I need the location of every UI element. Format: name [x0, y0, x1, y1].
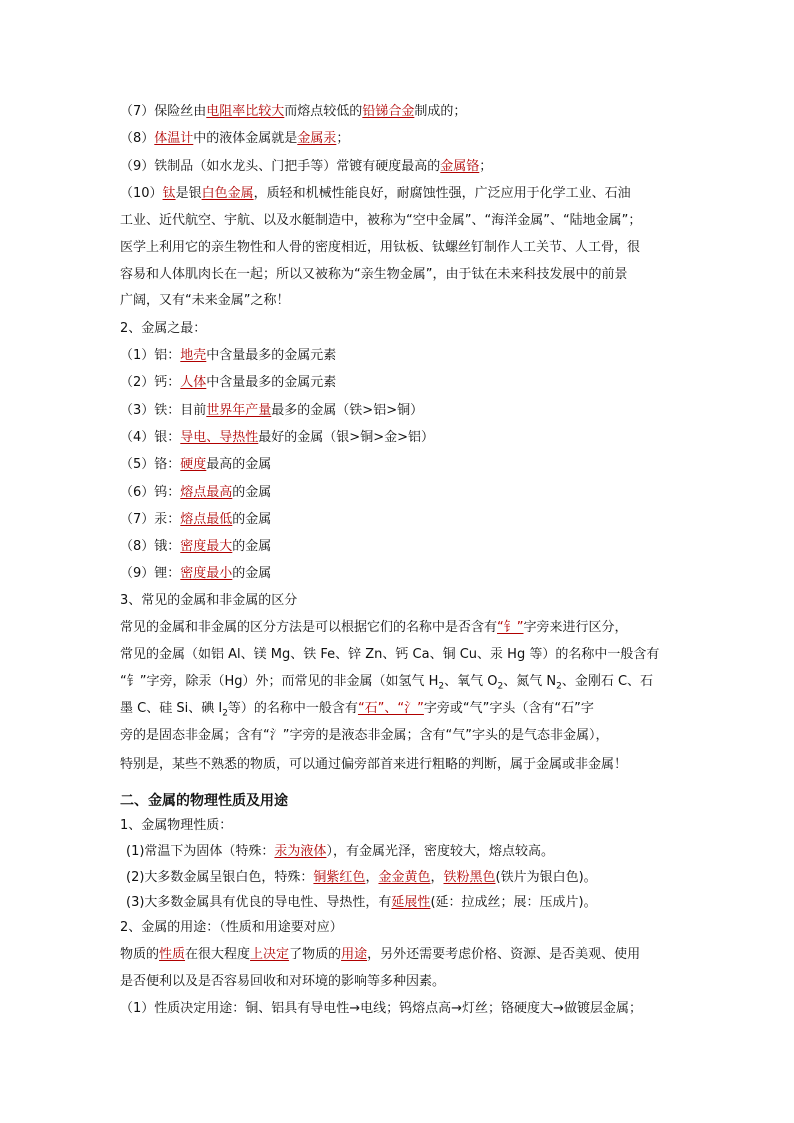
text-segment: 是银	[175, 186, 202, 201]
text-segment: （10）	[120, 186, 163, 201]
text-segment: （1）性质决定用途：铜、铝具有导电性→电线；钨熔点高→灯丝；铬硬度大→做镀层金属；	[120, 1001, 642, 1016]
text-line	[126, 843, 554, 861]
text-segment: 常见的金属和非金属的区分方法是可以根据它们的名称中是否含有	[120, 620, 498, 635]
text-line	[120, 292, 289, 310]
text-segment: (1)常温下为固体（特殊：	[126, 844, 275, 859]
highlighted-term: 铜紫红色	[313, 870, 366, 885]
subscript: 2	[497, 681, 504, 692]
text-segment: 的金属	[232, 512, 272, 527]
text-line	[120, 347, 336, 365]
text-line	[120, 973, 445, 991]
text-line	[120, 456, 271, 474]
text-segment: ，质轻和机械性能良好，耐腐蚀性强，广泛应用于化学工业、石油	[253, 186, 631, 201]
text-line	[120, 266, 627, 284]
text-segment: （9）锂：	[120, 566, 181, 581]
text-segment: （3）铁：目前	[120, 403, 207, 418]
text-line	[120, 646, 659, 664]
text-segment: 、氧气 O	[444, 674, 498, 689]
text-segment: (延：拉成丝；展：压成片)。	[430, 895, 597, 910]
text-segment: 容易和人体肌肉长在一起；所以又被称为“亲生物金属”，由于钛在未来科技发展中的前景	[120, 267, 628, 282]
text-line	[120, 919, 343, 937]
highlighted-term: 密度最小	[180, 566, 233, 581]
text-line	[120, 103, 466, 121]
text-line	[120, 538, 271, 556]
highlighted-term: 用途	[341, 947, 368, 962]
text-line	[120, 817, 232, 835]
text-line	[120, 130, 349, 148]
highlighted-term: 熔点最高	[180, 485, 233, 500]
subscript: 2	[222, 708, 228, 719]
text-line	[120, 402, 423, 420]
text-segment: (铁片为银白色)。	[495, 870, 597, 885]
highlighted-term: 铅锑合金	[362, 104, 415, 119]
text-line	[126, 869, 597, 887]
text-segment: 最多的金属（铁>铝>铜）	[271, 403, 424, 418]
highlighted-term: 铁粉黑色	[443, 870, 496, 885]
text-segment: 的金属	[232, 566, 272, 581]
text-segment: “钅”字旁，除汞（Hg）外；而常见的非金属（如氢气 H	[120, 674, 439, 689]
highlighted-term: 导电、导热性	[180, 430, 259, 445]
highlighted-term: 延展性	[391, 895, 431, 910]
text-segment: 字旁或“气”字头（含有“石”字	[423, 701, 594, 716]
text-segment: 特别是，某些不熟悉的物质，可以通过偏旁部首来进行粗略的判断，属于金属或非金属！	[120, 757, 628, 772]
text-segment: 3、常见的金属和非金属的区分	[120, 593, 298, 608]
highlighted-term: 钛	[162, 186, 176, 201]
text-line	[120, 185, 631, 203]
text-segment: 等）的名称中一般含有	[227, 701, 358, 716]
highlighted-term: 地壳	[180, 348, 207, 363]
text-line	[120, 320, 206, 338]
text-segment: 是否便利以及是否容易回收和对环境的影响等多种因素。	[120, 974, 446, 989]
text-segment: ，另外还需要考虑价格、资源、是否美观、使用	[367, 947, 641, 962]
text-segment: (3)大多数金属具有优良的导电性、导热性，有	[126, 895, 392, 910]
text-segment: （4）银：	[120, 430, 181, 445]
highlighted-term: 熔点最低	[180, 512, 233, 527]
text-segment: （5）铬：	[120, 457, 181, 472]
text-segment: ，	[365, 870, 379, 885]
text-segment: 、金刚石 C、石	[561, 674, 654, 689]
highlighted-term: 电阻率比较大	[206, 104, 285, 119]
highlighted-term: 密度最大	[180, 539, 233, 554]
text-line	[126, 894, 597, 912]
text-segment: （1）铝：	[120, 348, 181, 363]
text-segment: 医学上利用它的亲生物性和人骨的密度相近，用钛板、钛螺丝钉制作人工关节、人工骨，很	[120, 240, 641, 255]
text-segment: 旁的是固态非金属；含有“氵”字旁的是液态非金属；含有“气”字头的是气态非金属），	[120, 728, 609, 743]
text-segment: 、氮气 N	[503, 674, 557, 689]
text-segment: (2)大多数金属呈银白色，特殊：	[126, 870, 314, 885]
text-segment: （2）钙：	[120, 375, 181, 390]
text-line	[120, 158, 492, 176]
highlighted-term: 人体	[180, 375, 207, 390]
text-line	[120, 429, 434, 447]
text-segment: 常见的金属（如铝 Al、镁 Mg、铁 Fe、锌 Zn、钙 Ca、铜 Cu、汞 Hg 等）的名称中一般含有	[120, 647, 660, 662]
text-segment: ；	[479, 159, 493, 174]
text-segment: 的金属	[232, 539, 272, 554]
text-line	[120, 756, 627, 774]
text-segment: 物质的	[120, 947, 160, 962]
highlighted-term: 性质	[159, 947, 186, 962]
highlighted-term: 体温计	[154, 131, 194, 146]
highlighted-term: 上决定	[250, 947, 290, 962]
text-line	[120, 212, 641, 230]
text-segment: ；	[336, 131, 350, 146]
text-segment: 最好的金属（银>铜>金>铝）	[258, 430, 434, 445]
section-heading	[120, 792, 288, 810]
text-segment: 工业、近代航空、宇航、以及水艇制造中，被称为“空中金属”、“海洋金属”、“陆地金属”；	[120, 213, 642, 228]
highlighted-term: “钅”	[497, 620, 524, 635]
text-segment: 字旁来进行区分，	[523, 620, 628, 635]
text-segment: 最高的金属	[206, 457, 272, 472]
text-segment: （7）汞：	[120, 512, 181, 527]
text-segment: 2、金属之最：	[120, 321, 207, 336]
text-segment: （8）	[120, 131, 155, 146]
text-line	[120, 1000, 642, 1018]
text-segment: 了物质的	[289, 947, 342, 962]
text-line	[120, 484, 271, 502]
text-segment: 1、金属物理性质：	[120, 818, 233, 833]
text-segment: 制成的；	[414, 104, 467, 119]
text-segment: ），有金属光泽，密度较大，熔点较高。	[326, 844, 554, 859]
subscript: 2	[556, 681, 562, 692]
highlighted-term: 金属铬	[440, 159, 480, 174]
text-line	[120, 700, 594, 718]
highlighted-term: 金金黄色	[378, 870, 431, 885]
text-line	[120, 619, 628, 637]
text-line	[120, 511, 271, 529]
highlighted-term: 硬度	[180, 457, 207, 472]
text-line	[120, 673, 653, 691]
text-line	[120, 946, 640, 964]
text-segment: ，	[430, 870, 444, 885]
text-segment: 的金属	[232, 485, 272, 500]
text-line	[120, 592, 297, 610]
text-segment: （8）锇：	[120, 539, 181, 554]
text-segment: 二、金属的物理性质及用途	[120, 793, 288, 809]
text-segment: 中含量最多的金属元素	[206, 348, 337, 363]
text-segment: 中的液体金属就是	[193, 131, 298, 146]
text-segment: 中含量最多的金属元素	[206, 375, 337, 390]
text-line	[120, 239, 640, 257]
text-line	[120, 565, 271, 583]
text-segment: 广阔，又有“未来金属”之称！	[120, 293, 290, 308]
text-segment: 而熔点较低的	[284, 104, 363, 119]
text-segment: 在很大程度	[185, 947, 251, 962]
highlighted-term: 汞为液体	[274, 844, 327, 859]
text-segment: （6）钨：	[120, 485, 181, 500]
subscript: 2	[438, 681, 445, 692]
highlighted-term: 世界年产量	[206, 403, 272, 418]
text-line	[120, 727, 608, 745]
text-segment: 2、金属的用途：（性质和用途要对应）	[120, 920, 343, 935]
text-segment: （7）保险丝由	[120, 104, 207, 119]
text-line	[120, 374, 336, 392]
text-segment: （9）铁制品（如水龙头、门把手等）常镀有硬度最高的	[120, 159, 441, 174]
highlighted-term: 金属汞	[297, 131, 337, 146]
text-segment: 墨 C、硅 Si、碘 I	[120, 701, 223, 716]
highlighted-term: “石”、“氵”	[357, 701, 424, 716]
highlighted-term: 白色金属	[201, 186, 254, 201]
